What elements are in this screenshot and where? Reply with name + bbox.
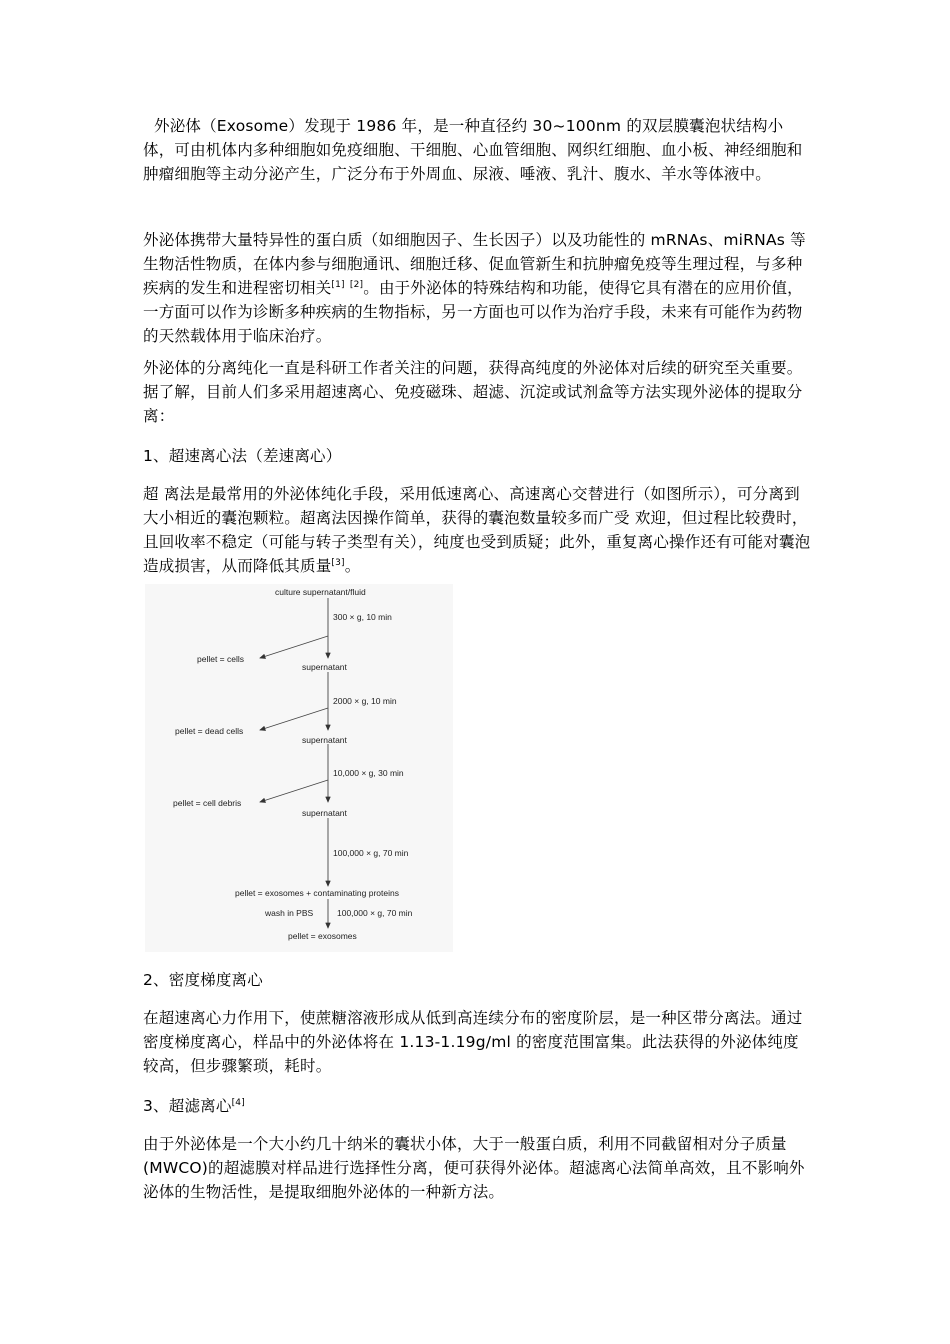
flow-final: pellet = exosomes: [288, 931, 357, 941]
reference-4: [4]: [231, 1098, 245, 1108]
reference-2: [2]: [349, 280, 364, 290]
paragraph-function: [143, 228, 811, 348]
flow-supernatant-2: supernatant: [302, 735, 347, 745]
flow-branch-3: [260, 780, 328, 802]
paragraph-ultracentrifugation: [143, 482, 811, 578]
paragraph-function-text-a: 外泌体携带大量特异性的蛋白质（如细胞因子、生长因子）以及功能性的 mRNAs、miRNAs 等生物活性物质，在体内参与细胞通讯、细胞迁移、促血管新生和抗肿瘤免疫等生理过程，与多种疾病的发生和进程密切相关: [143, 231, 806, 297]
paragraph-methods: 外泌体的分离纯化一直是科研工作者关注的问题，获得高纯度的外泌体对后续的研究至关重要。据了解，目前人们多采用超速离心、免疫磁珠、超滤、沉淀或试剂盒等方法实现外泌体的提取分离：: [143, 359, 803, 425]
flow-step-3: 10,000 × g, 30 min: [333, 768, 404, 778]
flow-pellet-1: pellet = cells: [197, 654, 245, 664]
flow-branch-1: [260, 636, 328, 658]
flow-start: culture supernatant/fluid: [275, 587, 366, 597]
paragraph-intro: 外泌体（Exosome）发现于 1986 年，是一种直径约 30~100nm 的双层膜囊泡状结构小体，可由机体内多种细胞如免疫细胞、干细胞、心血管细胞、网织红细胞、血小板、神经细胞和肿瘤细胞等主动分泌产生，广泛分布于外周血、尿液、唾液、乳汁、腹水、羊水等体液中。: [143, 117, 803, 183]
heading-ultrafiltration-text: 3、超滤离心: [143, 1097, 232, 1115]
reference-3: [3]: [331, 558, 345, 568]
heading-density-gradient: 2、密度梯度离心: [143, 971, 263, 989]
flow-pellet-4: pellet = exosomes + contaminating proteins: [235, 888, 399, 898]
flow-pellet-3: pellet = cell debris: [173, 798, 242, 808]
flow-supernatant-3: supernatant: [302, 808, 347, 818]
paragraph-density-gradient: 在超速离心力作用下，使蔗糖溶液形成从低到高连续分布的密度阶层，是一种区带分离法。通过密度梯度离心，样品中的外泌体将在 1.13-1.19g/ml 的密度范围富集。此法获得的外泌体纯度较高，但步骤繁琐，耗时。: [143, 1009, 803, 1075]
paragraph-ultrafiltration: 由于外泌体是一个大小约几十纳米的囊状小体，大于一般蛋白质，利用不同截留相对分子质量(MWCO)的超滤膜对样品进行选择性分离，便可获得外泌体。超滤离心法简单高效，且不影响外泌体的生物活性，是提取细胞外泌体的一种新方法。: [143, 1135, 805, 1201]
flow-step-1: 300 × g, 10 min: [333, 612, 392, 622]
flow-step-5: 100,000 × g, 70 min: [337, 908, 413, 918]
heading-ultracentrifugation: 1、超速离心法（差速离心）: [143, 447, 342, 465]
centrifugation-flowchart: [145, 584, 453, 952]
flow-step-2: 2000 × g, 10 min: [333, 696, 397, 706]
paragraph-ultracentrifugation-text: 超 离法是最常用的外泌体纯化手段，采用低速离心、高速离心交替进行（如图所示），可分离到大小相近的囊泡颗粒。超离法因操作简单，获得的囊泡数量较多而广受 欢迎，但过程比较费时，且回收率不稳定（可能与转子类型有关），纯度也受到质疑；此外，重复离心操作还有可能对囊泡造成损害，从而降低其质量: [143, 485, 811, 575]
heading-ultrafiltration: [143, 1094, 245, 1118]
flow-pellet-2: pellet = dead cells: [175, 726, 244, 736]
flow-step-4: 100,000 × g, 70 min: [333, 848, 409, 858]
paragraph-function-text-b: 。由于外泌体的特殊结构和功能，使得它具有潜在的应用价值，一方面可以作为诊断多种疾病的生物指标，另一方面也可以作为治疗手段，未来有可能作为药物的天然载体用于临床治疗。: [143, 279, 803, 345]
flow-supernatant-1: supernatant: [302, 662, 347, 672]
reference-1: [1]: [331, 280, 345, 290]
paragraph-ultracentrifugation-end: 。: [344, 557, 361, 575]
flow-wash: wash in PBS: [265, 908, 314, 918]
flow-branch-2: [260, 708, 328, 730]
